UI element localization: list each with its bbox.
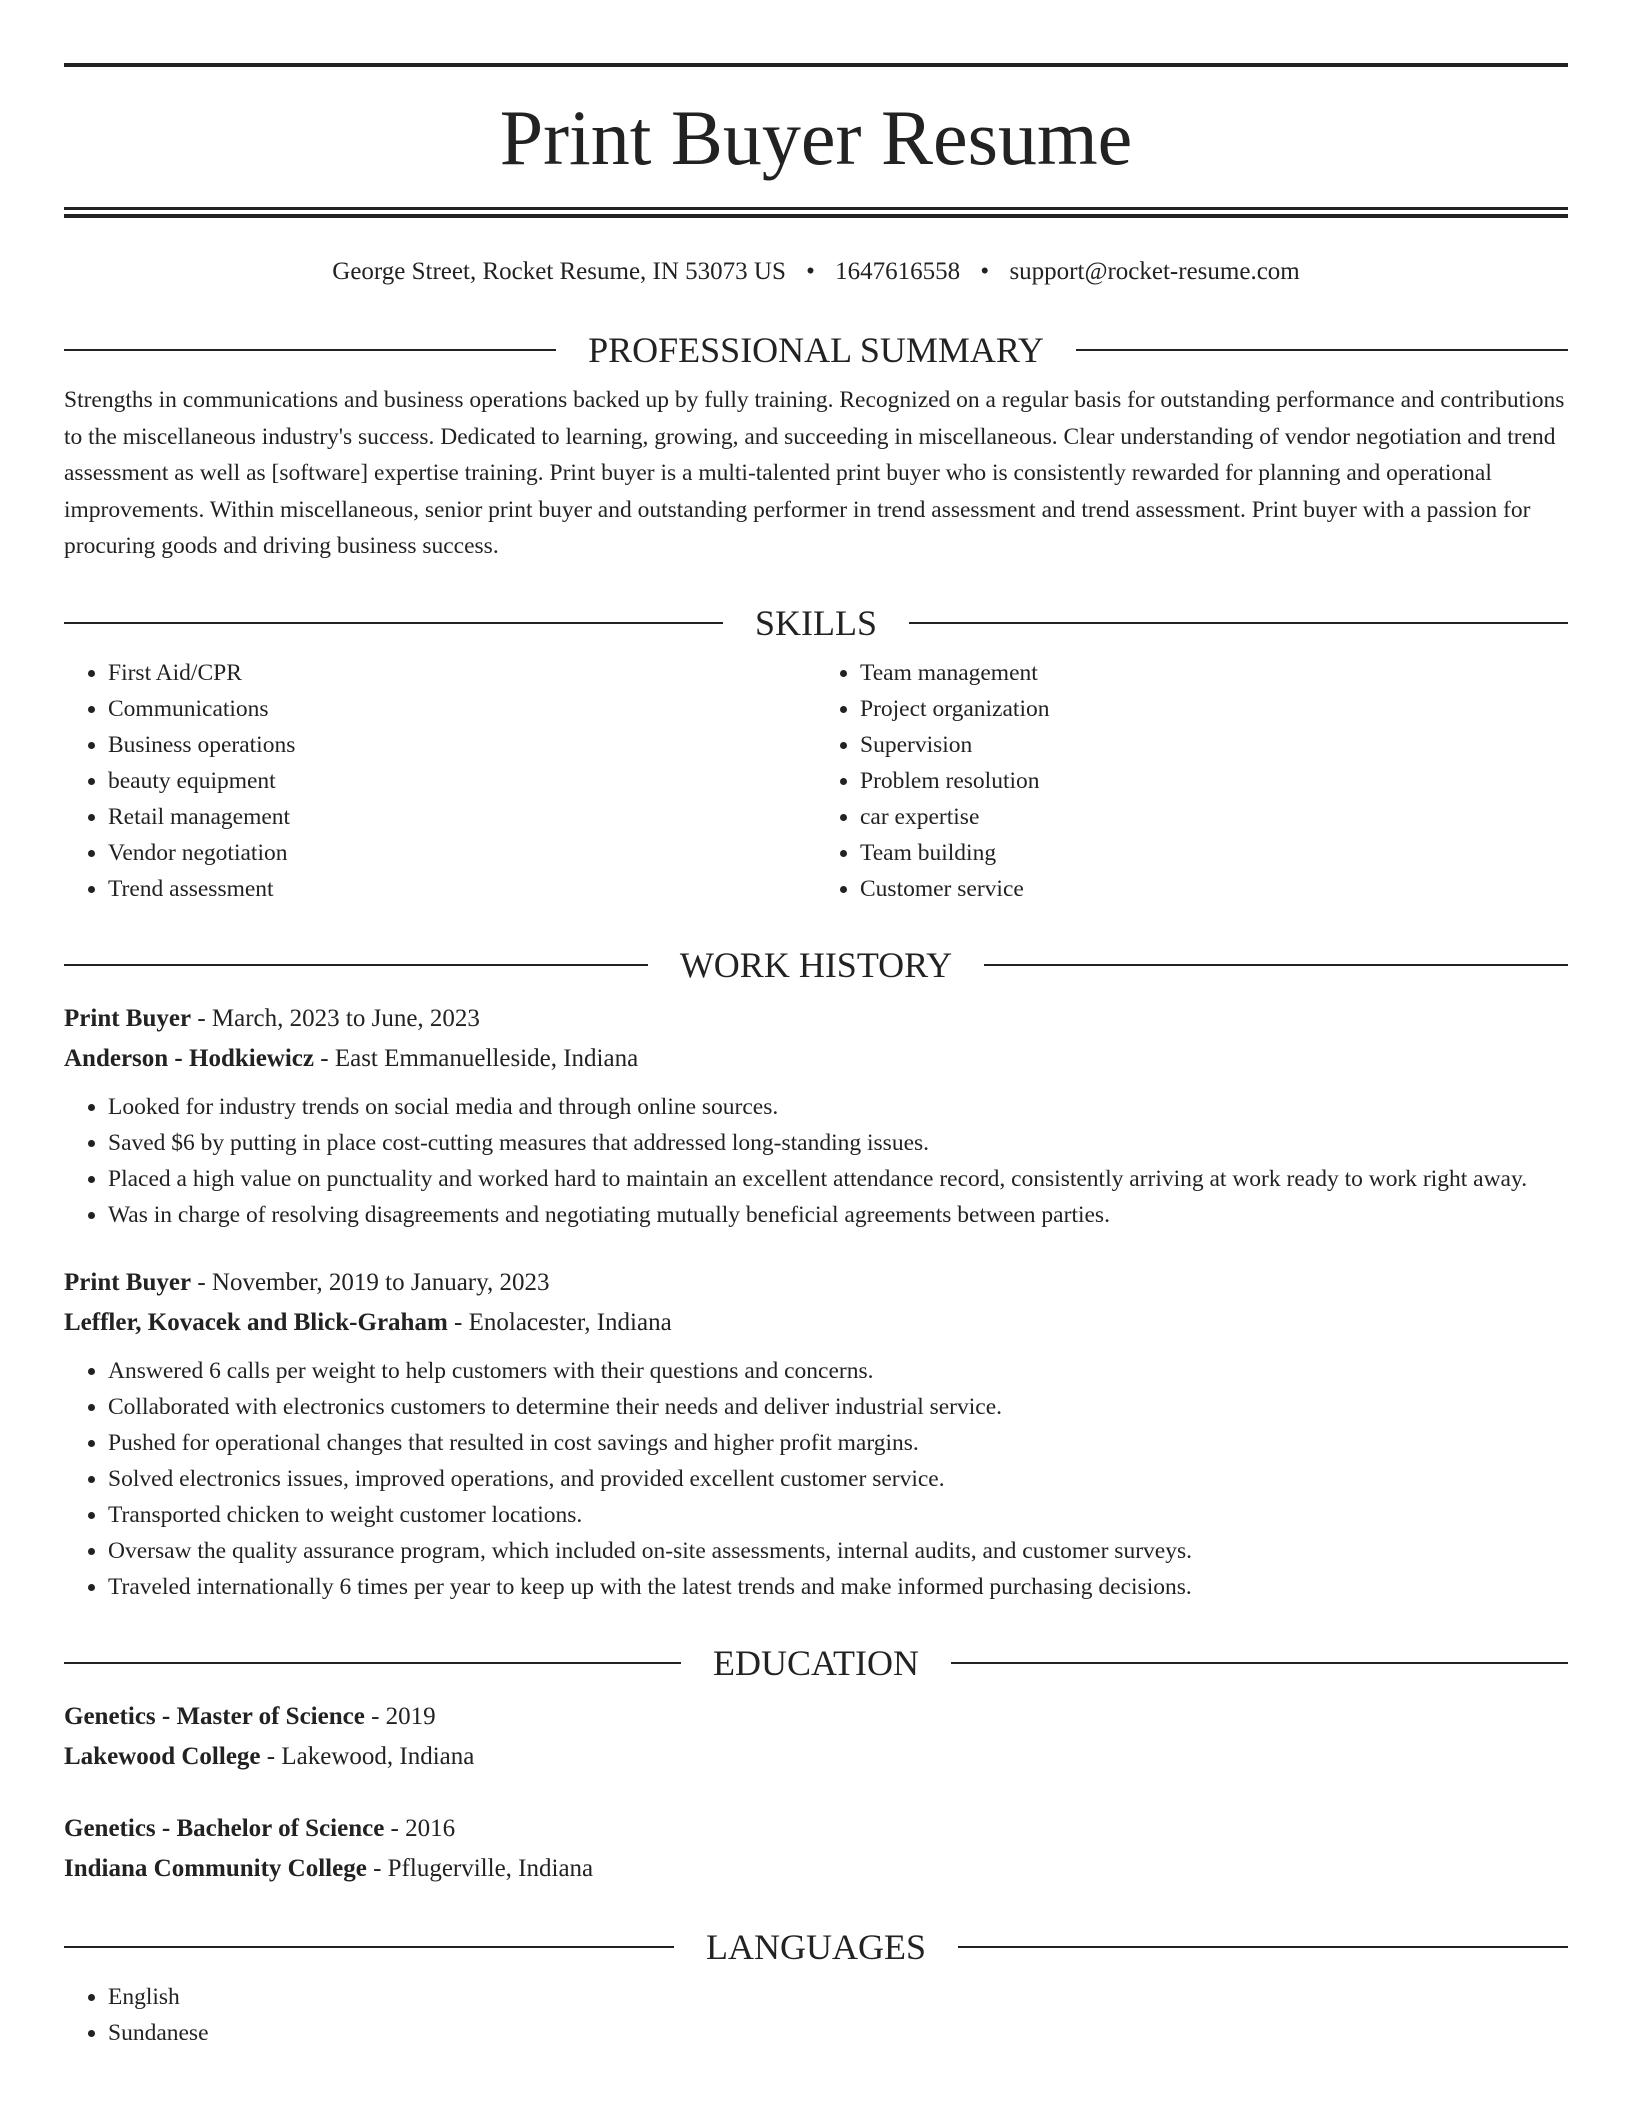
education-year: - 2019 <box>371 1702 436 1730</box>
heading-rule <box>64 349 556 351</box>
job-bullet: • Transported chicken to weight customer locations. <box>108 1497 1568 1533</box>
section-title: EDUCATION <box>713 1642 919 1683</box>
section-title: PROFESSIONAL SUMMARY <box>588 330 1044 370</box>
job-entry <box>64 1263 1568 1605</box>
section-title: LANGUAGES <box>706 1926 926 1967</box>
skill-item: • Problem resolution <box>860 763 1568 799</box>
skills-list-right <box>816 655 1568 907</box>
resume-page <box>64 0 1568 2051</box>
job-title: Print Buyer <box>64 1004 192 1032</box>
language-item: • English <box>108 1979 1568 2015</box>
job-bullet: • Solved electronics issues, improved operations, and provided excellent customer service. <box>108 1461 1568 1497</box>
job-company: Anderson - Hodkiewicz <box>64 1044 314 1072</box>
education-school-line <box>64 1737 1568 1777</box>
skill-item: • Retail management <box>108 799 816 835</box>
job-bullets <box>64 1353 1568 1605</box>
job-bullet: • Pushed for operational changes that resulted in cost savings and higher profit margins. <box>108 1425 1568 1461</box>
languages-list <box>64 1979 1568 2051</box>
section-title: WORK HISTORY <box>679 944 953 985</box>
heading-rule <box>958 1946 1568 1948</box>
education-school-line <box>64 1849 1568 1889</box>
job-bullet: • Saved $6 by putting in place cost-cutting measures that addressed long-standing issues. <box>108 1125 1568 1161</box>
heading-rule <box>64 1946 674 1948</box>
job-company-line <box>64 1303 1568 1343</box>
section-heading-languages <box>64 1927 1568 1967</box>
contact-line <box>64 252 1568 292</box>
contact-phone: 1647616558 <box>835 258 961 285</box>
skills-columns <box>64 655 1568 907</box>
heading-rule <box>64 622 723 624</box>
resume-title: Print Buyer Resume <box>499 94 1133 181</box>
job-bullet: • Collaborated with electronics customers to determine their needs and deliver industrial service. <box>108 1389 1568 1425</box>
skill-item: • beauty equipment <box>108 763 816 799</box>
top-rule <box>64 63 1568 67</box>
education-location: - Lakewood, Indiana <box>266 1742 475 1770</box>
education-school: Lakewood College <box>64 1742 261 1770</box>
job-bullet: • Traveled internationally 6 times per year to keep up with the latest trends and make informed purchasing decisions. <box>108 1569 1568 1605</box>
skills-list-left <box>64 655 816 907</box>
skill-item: • Team building <box>860 835 1568 871</box>
section-title: SKILLS <box>755 602 878 643</box>
job-entry <box>64 999 1568 1233</box>
section-heading-summary <box>64 330 1568 370</box>
job-bullet: • Answered 6 calls per weight to help customers with their questions and concerns. <box>108 1353 1568 1389</box>
skill-item: • Trend assessment <box>108 871 816 907</box>
skill-item: • Business operations <box>108 727 816 763</box>
section-heading-education <box>64 1643 1568 1683</box>
section-heading-skills <box>64 603 1568 643</box>
heading-rule <box>64 964 648 966</box>
contact-separator: • <box>980 258 990 285</box>
job-dates: - March, 2023 to June, 2023 <box>197 1004 480 1032</box>
skill-item: • Supervision <box>860 727 1568 763</box>
skill-item: • Project organization <box>860 691 1568 727</box>
contact-address: George Street, Rocket Resume, IN 53073 US <box>332 258 786 285</box>
education-degree: Genetics - Bachelor of Science <box>64 1814 385 1842</box>
education-degree-line <box>64 1697 1568 1737</box>
skill-item: • Vendor negotiation <box>108 835 816 871</box>
section-heading-work <box>64 945 1568 985</box>
job-title-line <box>64 999 1568 1039</box>
job-location: - Enolacester, Indiana <box>454 1308 672 1336</box>
contact-email: support@rocket-resume.com <box>1009 258 1300 285</box>
heading-rule <box>984 964 1568 966</box>
education-entry <box>64 1697 1568 1777</box>
job-title-line <box>64 1263 1568 1303</box>
skill-item: • Customer service <box>860 871 1568 907</box>
job-bullets <box>64 1089 1568 1233</box>
skill-item: • Team management <box>860 655 1568 691</box>
heading-rule <box>1076 349 1568 351</box>
job-company-line <box>64 1039 1568 1079</box>
title-double-rule <box>64 207 1568 218</box>
summary-text: Strengths in communications and business operations backed up by fully training. Recognized on a regular basis for outstanding performance and contributions to the miscellaneous industry's success. Dedicated to learning, growing, and succeeding in miscellaneous. Clear understanding of vendor negotiation and trend assessment as well as [software] expertise training. Print buyer is a multi-talented print buyer who is consistently rewarded for planning and operational improvements. Within miscellaneous, senior print buyer and outstanding performer in trend assessment and trend assessment. Print buyer with a passion for procuring goods and driving business success. <box>64 387 1565 559</box>
job-bullet: • Oversaw the quality assurance program, which included on-site assessments, internal audits, and customer surveys. <box>108 1533 1568 1569</box>
education-school: Indiana Community College <box>64 1854 367 1882</box>
language-item: • Sundanese <box>108 2015 1568 2051</box>
job-bullet: • Looked for industry trends on social media and through online sources. <box>108 1089 1568 1125</box>
education-location: - Pflugerville, Indiana <box>373 1854 594 1882</box>
job-bullet: • Placed a high value on punctuality and worked hard to maintain an excellent attendance record, consistently arriving at work ready to work right away. <box>108 1161 1568 1197</box>
skill-item: • car expertise <box>860 799 1568 835</box>
contact-separator: • <box>806 258 815 285</box>
job-dates: - November, 2019 to January, 2023 <box>197 1268 550 1296</box>
education-year: - 2016 <box>390 1814 456 1842</box>
heading-rule <box>909 622 1568 624</box>
job-bullet: • Was in charge of resolving disagreements and negotiating mutually beneficial agreements between parties. <box>108 1197 1568 1233</box>
job-title: Print Buyer <box>64 1268 192 1296</box>
job-company: Leffler, Kovacek and Blick-Graham <box>64 1308 448 1336</box>
skill-item: • First Aid/CPR <box>108 655 816 691</box>
heading-rule <box>951 1662 1568 1664</box>
heading-rule <box>64 1662 681 1664</box>
skill-item: • Communications <box>108 691 816 727</box>
education-degree: Genetics - Master of Science <box>64 1702 365 1730</box>
education-degree-line <box>64 1809 1568 1849</box>
education-entry <box>64 1809 1568 1889</box>
job-location: - East Emmanuelleside, Indiana <box>320 1044 639 1072</box>
